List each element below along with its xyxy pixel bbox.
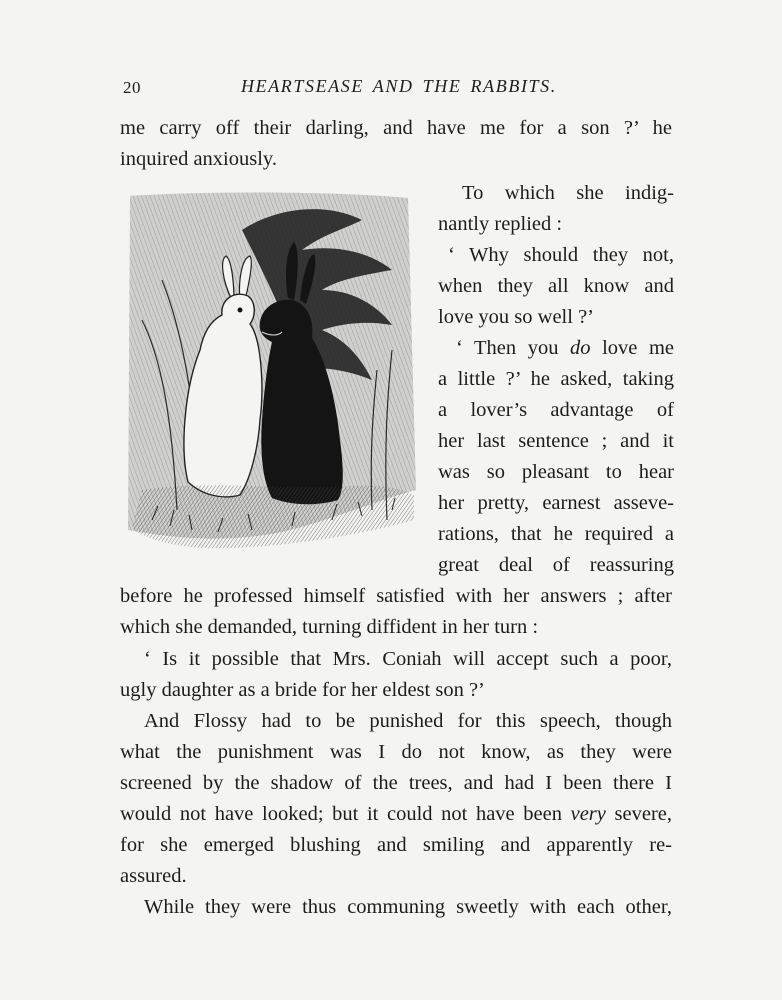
text-line: While they were thus communing sweetly with each other, xyxy=(144,896,672,918)
text-line: for she emerged blushing and smiling and apparently re- xyxy=(120,834,672,856)
text-line: ‘ Is it possible that Mrs. Coniah will accept such a poor, xyxy=(144,648,672,670)
text-line: rations, that he required a xyxy=(438,523,674,545)
text-line: when they all know and xyxy=(438,275,674,297)
text-line: her pretty, earnest asseve- xyxy=(438,492,674,514)
page-number: 20 xyxy=(123,78,141,97)
emphasis-do: do xyxy=(570,337,591,359)
text-fragment: ‘ Then you xyxy=(456,337,571,359)
emphasis-very: very xyxy=(570,803,606,825)
running-title: HEARTSEASE AND THE RABBITS. xyxy=(241,76,557,96)
text-line: assured. xyxy=(120,865,187,887)
text-line: And Flossy had to be punished for this speech, though xyxy=(144,710,672,732)
text-fragment: would not have looked; but it could not have been xyxy=(120,803,571,825)
text-line: a lover’s advantage of xyxy=(438,399,674,421)
text-fragment: severe, xyxy=(605,803,672,825)
text-line: screened by the shadow of the trees, and had I been there I xyxy=(120,772,672,794)
text-line xyxy=(456,334,674,362)
text-line: what the punishment was I do not know, as they were xyxy=(120,741,672,763)
rabbits-illustration xyxy=(122,190,420,560)
text-line: nantly replied : xyxy=(438,213,563,235)
text-line: a little ?’ he asked, taking xyxy=(438,368,674,390)
text-line xyxy=(120,800,672,828)
text-line: ‘ Why should they not, xyxy=(448,244,674,266)
text-line: ugly daughter as a bride for her eldest son ?’ xyxy=(120,679,485,701)
text-fragment: love me xyxy=(590,337,675,359)
text-line: her last sentence ; and it xyxy=(438,430,674,452)
text-line: me carry off their darling, and have me for a son ?’ he xyxy=(120,117,672,139)
text-line: which she demanded, turning diffident in her turn : xyxy=(120,616,539,638)
text-line: To which she indig- xyxy=(462,182,674,204)
text-line: love you so well ?’ xyxy=(438,306,594,328)
text-line: great deal of reassuring xyxy=(438,554,674,576)
text-line: inquired anxiously. xyxy=(120,148,277,170)
page-header xyxy=(123,76,671,102)
text-line: before he professed himself satisfied with her answers ; after xyxy=(120,585,672,607)
text-line: was so pleasant to hear xyxy=(438,461,674,483)
